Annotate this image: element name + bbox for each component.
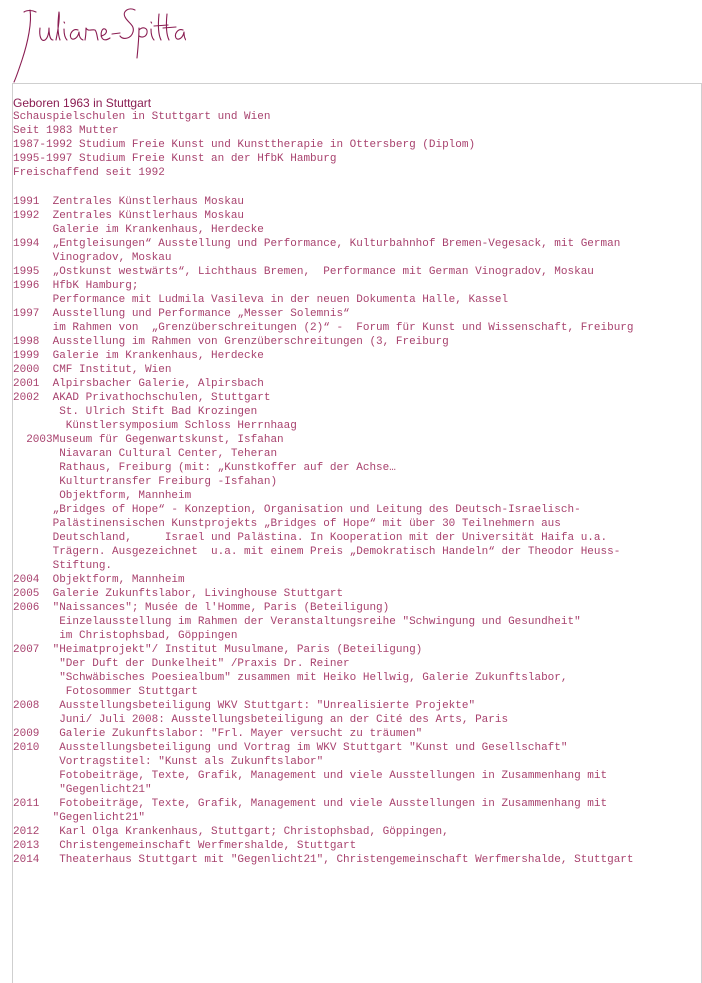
exhibition-line: 1995 „Ostkunst westwärts“, Lichthaus Bremen, Performance mit German Vinogradov, Moskau [13, 266, 594, 278]
bio-line: Schauspielschulen in Stuttgart und Wien [13, 111, 271, 123]
bio-line: 1995-1997 Studium Freie Kunst an der HfbK Hamburg [13, 153, 337, 165]
exhibition-line: Niavaran Cultural Center, Teheran [13, 448, 278, 460]
exhibition-line: 2012 Karl Olga Krankenhaus, Stuttgart; Christophsbad, Göppingen, [13, 826, 449, 838]
exhibition-line: Deutschland, Israel und Palästina. In Kooperation mit der Universität Haifa u.a. [13, 532, 608, 544]
exhibition-line: im Rahmen von „Grenzüberschreitungen (2)“ - Forum für Kunst und Wissenschaft, Freiburg [13, 322, 634, 334]
bio-line: Freischaffend seit 1992 [13, 167, 165, 179]
exhibition-line: Kulturtransfer Freiburg -Isfahan) [13, 476, 278, 488]
exhibition-line: 2001 Alpirsbacher Galerie, Alpirsbach [13, 378, 264, 390]
exhibition-line: 1998 Ausstellung im Rahmen von Grenzüberschreitungen (3, Freiburg [13, 336, 449, 348]
bio-line: Seit 1983 Mutter [13, 125, 119, 137]
bio-section [13, 110, 475, 180]
exhibition-line: 2006 "Naissances"; Musée de l'Homme, Paris (Beteiligung) [13, 602, 390, 614]
exhibition-line: „Bridges of Hope“ - Konzeption, Organisation und Leitung des Deutsch-Israelisch- [13, 504, 581, 516]
exhibition-line: 2014 Theaterhaus Stuttgart mit "Gegenlicht21", Christengemeinschaft Werfmershalde, Stuttgart [13, 854, 634, 866]
exhibition-line: Trägern. Ausgezeichnet u.a. mit einem Preis „Demokratisch Handeln“ der Theodor Heuss- [13, 546, 621, 558]
exhibition-line: Palästinensischen Kunstprojekts „Bridges of Hope“ mit über 30 Teilnehmern aus [13, 518, 561, 530]
exhibition-line: 2005 Galerie Zukunftslabor, Livinghouse Stuttgart [13, 588, 344, 600]
exhibition-line: 1999 Galerie im Krankenhaus, Herdecke [13, 350, 264, 362]
exhibition-line: 2000 CMF Institut, Wien [13, 364, 172, 376]
exhibition-line: "Gegenlicht21" [13, 812, 146, 824]
exhibition-line: Künstlersymposium Schloss Herrnhaag [13, 420, 297, 432]
exhibition-line: 2004 Objektform, Mannheim [13, 574, 185, 586]
exhibition-line: Fotobeiträge, Texte, Grafik, Management und viele Ausstellungen in Zusammenhang mit [13, 770, 608, 782]
exhibition-line: 2002 AKAD Privathochschulen, Stuttgart [13, 392, 271, 404]
signature-logo [8, 2, 186, 84]
exhibition-line: St. Ulrich Stift Bad Krozingen [13, 406, 258, 418]
exhibition-line: "Schwäbisches Poesiealbum" zusammen mit Heiko Hellwig, Galerie Zukunftslabor, [13, 672, 568, 684]
exhibition-line: 1992 Zentrales Künstlerhaus Moskau [13, 210, 245, 222]
exhibition-line: Galerie im Krankenhaus, Herdecke [13, 224, 264, 236]
exhibition-line: 1994 „Entgleisungen“ Ausstellung und Performance, Kulturbahnhof Bremen-Vegesack, mit German [13, 238, 621, 250]
exhibition-line: 2010 Ausstellungsbeteiligung und Vortrag im WKV Stuttgart "Kunst und Gesellschaft" [13, 742, 568, 754]
exhibition-line: Stiftung. [13, 560, 113, 572]
bio-line: 1987-1992 Studium Freie Kunst und Kunsttherapie in Ottersberg (Diplom) [13, 139, 476, 151]
exhibition-line: Juni/ Juli 2008: Ausstellungsbeteiligung an der Cité des Arts, Paris [13, 714, 509, 726]
exhibition-line: Objektform, Mannheim [13, 490, 192, 502]
exhibition-line: 2009 Galerie Zukunftslabor: "Frl. Mayer versucht zu träumen" [13, 728, 423, 740]
exhibition-line: "Gegenlicht21" [13, 784, 152, 796]
exhibition-line: 1997 Ausstellung und Performance „Messer Solemnis“ [13, 308, 350, 320]
exhibition-list [13, 195, 634, 867]
birth-heading: Geboren 1963 in Stuttgart [13, 96, 152, 110]
exhibition-line: Fotosommer Stuttgart [13, 686, 198, 698]
exhibition-line: Rathaus, Freiburg (mit: „Kunstkoffer auf der Achse… [13, 462, 396, 474]
exhibition-line: 2003Museum für Gegenwartskunst, Isfahan [13, 434, 284, 446]
exhibition-line: Einzelausstellung im Rahmen der Veranstaltungsreihe "Schwingung und Gesundheit" [13, 616, 581, 628]
exhibition-line: 1996 HfbK Hamburg; [13, 280, 139, 292]
exhibition-line: Vinogradov, Moskau [13, 252, 172, 264]
exhibition-line: "Der Duft der Dunkelheit" /Praxis Dr. Reiner [13, 658, 350, 670]
exhibition-line: 2011 Fotobeiträge, Texte, Grafik, Management und viele Ausstellungen in Zusammenhang mit [13, 798, 608, 810]
exhibition-line: 2007 "Heimatprojekt"/ Institut Musulmane, Paris (Beteiligung) [13, 644, 423, 656]
exhibition-line: Vortragstitel: "Kunst als Zukunftslabor" [13, 756, 324, 768]
exhibition-line: Performance mit Ludmila Vasileva in der neuen Dokumenta Halle, Kassel [13, 294, 509, 306]
exhibition-line: 2008 Ausstellungsbeteiligung WKV Stuttgart: "Unrealisierte Projekte" [13, 700, 476, 712]
exhibition-line: 1991 Zentrales Künstlerhaus Moskau [13, 196, 245, 208]
exhibition-line: 2013 Christengemeinschaft Werfmershalde, Stuttgart [13, 840, 357, 852]
exhibition-line: im Christophsbad, Göppingen [13, 630, 238, 642]
